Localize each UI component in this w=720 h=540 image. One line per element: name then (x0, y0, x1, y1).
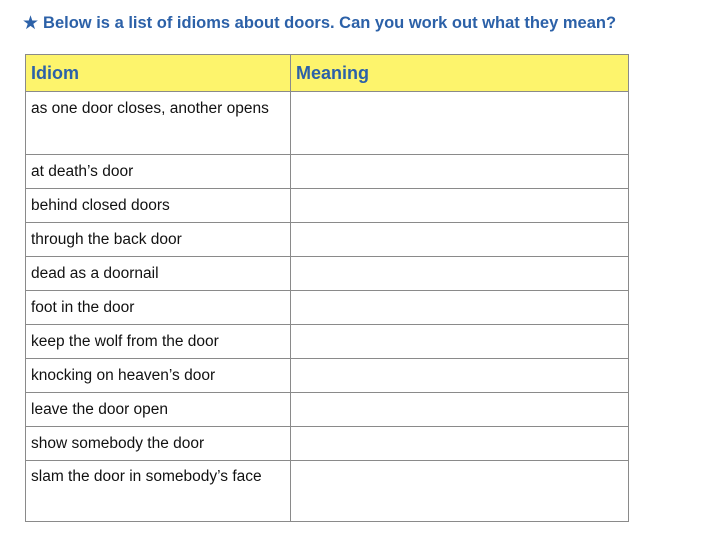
table-row (26, 325, 629, 359)
table-row (26, 189, 629, 223)
table-header-row (26, 55, 629, 92)
table-row (26, 223, 629, 257)
meaning-cell[interactable] (291, 359, 629, 393)
idiom-cell: show somebody the door (26, 427, 291, 461)
meaning-cell[interactable] (291, 189, 629, 223)
meaning-cell[interactable] (291, 427, 629, 461)
instruction-text: Below is a list of idioms about doors. Can you work out what they mean? (43, 13, 617, 32)
meaning-cell[interactable] (291, 291, 629, 325)
table-row (26, 393, 629, 427)
meaning-cell[interactable] (291, 325, 629, 359)
idiom-cell: dead as a doornail (26, 257, 291, 291)
instruction-heading (22, 11, 616, 35)
table-row (26, 461, 629, 522)
idiom-cell: behind closed doors (26, 189, 291, 223)
meaning-cell[interactable] (291, 257, 629, 291)
table-row (26, 257, 629, 291)
meaning-cell[interactable] (291, 155, 629, 189)
table-row (26, 155, 629, 189)
idiom-cell: through the back door (26, 223, 291, 257)
idioms-table (25, 54, 629, 522)
idiom-column-header: Idiom (26, 55, 291, 92)
table-row (26, 427, 629, 461)
meaning-cell[interactable] (291, 223, 629, 257)
meaning-cell[interactable] (291, 461, 629, 522)
idiom-cell: as one door closes, another opens (26, 92, 291, 155)
table-row (26, 291, 629, 325)
idiom-cell: at death’s door (26, 155, 291, 189)
meaning-column-header: Meaning (291, 55, 629, 92)
idiom-cell: foot in the door (26, 291, 291, 325)
idiom-cell: keep the wolf from the door (26, 325, 291, 359)
star-icon: ★ (22, 12, 40, 34)
meaning-cell[interactable] (291, 393, 629, 427)
idiom-cell: slam the door in somebody’s face (26, 461, 291, 522)
idiom-cell: leave the door open (26, 393, 291, 427)
table-row (26, 359, 629, 393)
table-row (26, 92, 629, 155)
meaning-cell[interactable] (291, 92, 629, 155)
idiom-cell: knocking on heaven’s door (26, 359, 291, 393)
